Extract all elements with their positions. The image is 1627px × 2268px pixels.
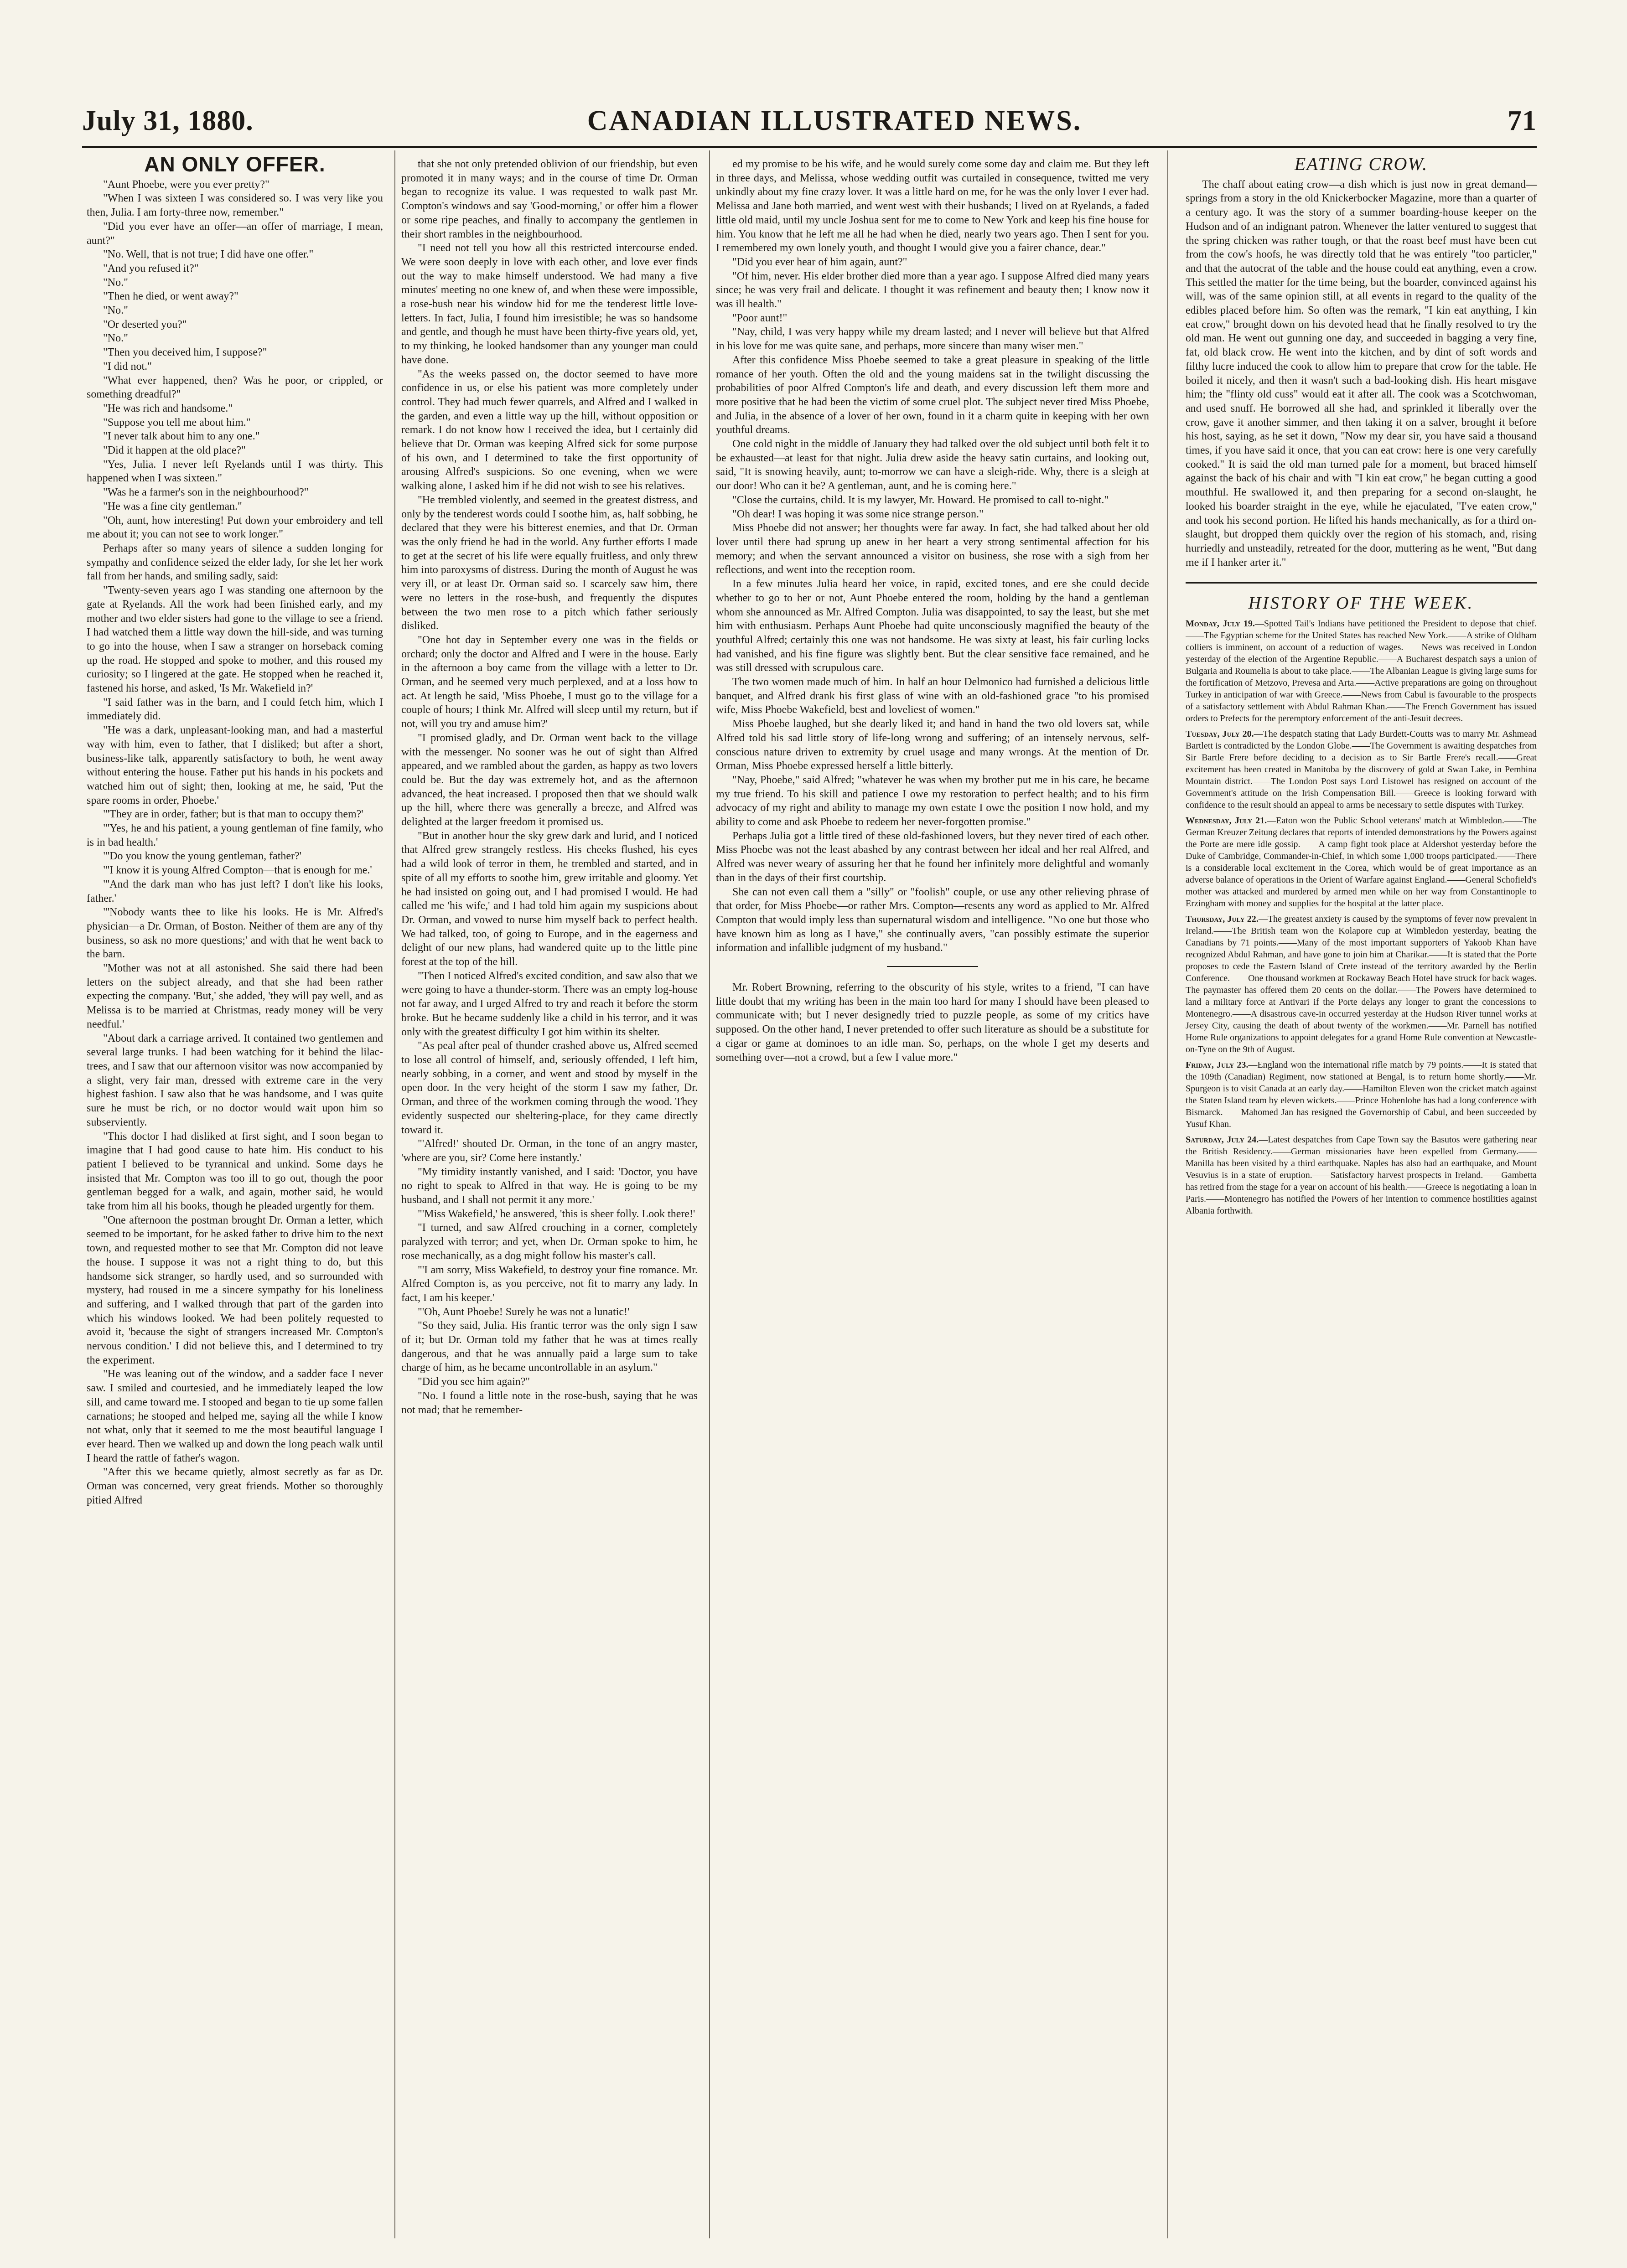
story-paragraph: "I turned, and saw Alfred crouching in a corner, completely paralyzed with terror; and yet, when Dr. Orman spoke to him, he rose mechanically, as a dog might follow his master's call. [401, 1222, 698, 1262]
story-paragraph: "After this we became quietly, almost secretly as far as Dr. Orman was concerned, very great friends. Mother so thoroughly pitied Alfred [87, 1466, 383, 1506]
section-divider [887, 966, 978, 967]
story-paragraph: "'I am sorry, Miss Wakefield, to destroy your fine romance. Mr. Alfred Compton is, as you perceive, not fit to marry any lady. In fact, I am his keeper.' [401, 1264, 698, 1304]
story-paragraph: "Yes, Julia. I never left Ryelands until I was thirty. This happened when I was sixteen." [87, 458, 383, 485]
story-paragraph: "My timidity instantly vanished, and I said: 'Doctor, you have no right to speak to Alfred in that way. He is going to be my husband, and I shall not permit it any more.' [401, 1166, 698, 1206]
column-3 [716, 157, 1149, 2236]
story-paragraph: "Oh, aunt, how interesting! Put down your embroidery and tell me about it; you can not see to work longer." [87, 514, 383, 541]
story-paragraph: "I never talk about him to any one." [103, 430, 260, 443]
story-paragraph: "So they said, Julia. His frantic terror was the only sign I saw of it; but Dr. Orman told my father that he was at times really dangerous, and that he was annually paid a large sum to take charge of him, as he became uncontrollable in an asylum." [401, 1320, 698, 1374]
story-paragraph: After this confidence Miss Phoebe seemed to take a great pleasure in speaking of the little romance of her youth. Often the old and the young maidens sat in the twilight discussing the probabilities of poor Alfred Compton's life and death, and every discussion left them more and more positive that he had been the victim of some cruel plot. The subject never tired Miss Phoebe, and Julia, in the absence of a lover of her own, found in it a charm quite in keeping with her own youthful dreams. [716, 354, 1149, 436]
column-2 [401, 157, 698, 2236]
story-paragraph: "He was rich and handsome." [103, 402, 233, 414]
history-entry-day: Wednesday, July 21. [1186, 816, 1267, 826]
story-paragraph: "Then I noticed Alfred's excited condition, and saw also that we were going to have a thunder-storm. There was an empty log-house not far away, and I urged Alfred to try and reach it before the storm broke. But he became suddenly like a child in his terror, and it was only with the greatest difficulty I got him within its shelter. [401, 970, 698, 1038]
story-paragraph: "As peal after peal of thunder crashed above us, Alfred seemed to lose all control of himself, and, seriously offended, I left him, nearly sobbing, in a corner, and went and stood by myself in the open door. In the very height of the storm I saw my father, Dr. Orman, and three of the workmen coming through the wood. They evidently suspected our sheltering-place, for they came directly toward it. [401, 1040, 698, 1136]
eating-crow-title: EATING CROW. [1294, 157, 1428, 174]
story-paragraph: that she not only pretended oblivion of our friendship, but even promoted it in many ways; and in the course of time Dr. Orman began to recognize its value. I was requested to walk past Mr. Compton's windows and say 'Good-morning,' or offer him a flower or some ripe peaches, and finally to accompany the gentlemen in their short rambles in the neighbourhood. [401, 158, 698, 240]
story-paragraph: "Close the curtains, child. It is my lawyer, Mr. Howard. He promised to call to-night." [732, 494, 1109, 506]
history-entry-text: —The despatch stating that Lady Burdett-Coutts was to marry Mr. Ashmead Bartlett is contradicted by the London Globe.——The Government is awaiting despatches from Sir Bartle Frere before deciding to a decision as to Sir Bartle Frere's recall.——Great excitement has been created in Manitoba by the discovery of gold at Swan Lake, in Pembina Mountain district.——The London Post says Lord Listowel has resigned on account of the Government's attitude on the Irish Compensation Bill.——Greece is looking forward with confidence to the result should an appeal to arms be necessary to settle disputes with Turkey. [1186, 729, 1537, 811]
story-paragraph: "'Yes, he and his patient, a young gentleman of fine family, who is in bad health.' [87, 822, 383, 848]
history-entry [1186, 1059, 1537, 1130]
story-paragraph: "He trembled violently, and seemed in the greatest distress, and only by the tenderest words could I soothe him, as, half sobbing, he declared that they were his bitterest enemies, and that Dr. Orman was the only friend he had in the world. Any further efforts I made to get at the secret of his life were equally fruitless, and only threw him into paroxysms of distress. During the month of August he was very ill, or at least Dr. Orman said so. I scarcely saw him, there were no letters in the rose-bush, and frequently the disputes between the two men rose to a pitch which father seriously disliked. [401, 494, 698, 632]
history-entry [1186, 618, 1537, 724]
history-entry-day: Tuesday, July 20. [1186, 729, 1254, 739]
story-paragraph: "Twenty-seven years ago I was standing one afternoon by the gate at Ryelands. All the work had been finished early, and my mother and two elder sisters had gone to the village to see a friend. I had watched them a little way down the hill-side, and was turning to go into the house, when I saw a stranger on horseback coming up the road. He stopped and spoke to mother, and this roused my curiosity; so I lingered at the gate. He stopped when he reached it, fastened his horse, and asked, 'Is Mr. Wakefield in?' [87, 584, 383, 695]
history-entries [1186, 618, 1537, 1217]
story-paragraph: "'They are in order, father; but is that man to occupy them?' [103, 808, 363, 821]
story-paragraph: "No." [103, 332, 128, 345]
story-paragraph: "Poor aunt!" [732, 312, 788, 324]
history-entry [1186, 728, 1537, 811]
story-paragraph: "He was leaning out of the window, and a sadder face I never saw. I smiled and courtesied, and he immediately leaped the low sill, and came toward me. I stooped and began to tie up some fallen carnations; he stooped and helped me, saying all the while I know not what, only that it seemed to me the most beautiful language I ever heard. Then we walked up and down the long peach walk until I heard the rattle of father's wagon. [87, 1368, 383, 1464]
history-entry [1186, 815, 1537, 909]
history-entry-day: Monday, July 19. [1186, 619, 1255, 629]
story-paragraph: "Of him, never. His elder brother died more than a year ago. I suppose Alfred died many years since; he was very frail and delicate. I thought it was refinement and beauty then; I know now it was ill health." [716, 270, 1149, 310]
story-paragraph: "He was a dark, unpleasant-looking man, and had a masterful way with him, even to father, that I disliked; but after a short, business-like talk, apparently satisfactory to both, he went away without entering the house. Father put his hands in his pockets and watched him out of sight; then, looking at me, he said, 'Put the spare rooms in order, Phoebe.' [87, 724, 383, 806]
story-paragraph: "As the weeks passed on, the doctor seemed to have more confidence in us, or else his patient was more completely under control. They had much fewer quarrels, and Alfred and I walked in the garden, and even a little way up the hill, without opposition or remark. I do not know how I received the idea, but I certainly did believe that Dr. Orman was keeping Alfred sick for some purpose of his own, and I determined to take the first opportunity of arousing Alfred's suspicions. So one evening, when we were walking alone, I asked him if he did not wish to see his relatives. [401, 368, 698, 492]
story-paragraph: "What ever happened, then? Was he poor, or crippled, or something dreadful?" [87, 374, 383, 401]
story-paragraph: In a few minutes Julia heard her voice, in rapid, excited tones, and ere she could decide whether to go to her or not, Aunt Phoebe entered the room, holding by the hand a gentleman whom she announced as Mr. Alfred Compton. Julia was disappointed, to say the least, but she met him with enthusiasm. Perhaps Aunt Phoebe had quite unconsciously magnified the beauty of the youthful Alfred; certainly this one was not handsome. He was sixty at least, his fair curling locks had vanished, and his fine figure was slightly bent. But the clear sensitive face remained, and he was still dressed with scrupulous care. [716, 578, 1149, 674]
page-header [82, 105, 1537, 146]
story-paragraph: "Oh dear! I was hoping it was some nice strange person." [732, 508, 984, 520]
story-paragraph: "Did you ever have an offer—an offer of marriage, I mean, aunt?" [87, 220, 383, 247]
story-paragraph: "And you refused it?" [103, 262, 199, 274]
history-entry [1186, 913, 1537, 1055]
story-paragraph: "'Miss Wakefield,' he answered, 'this is sheer folly. Look there!' [418, 1208, 695, 1220]
history-entry [1186, 1134, 1537, 1217]
story-paragraph: "Mother was not at all astonished. She said there had been letters on the subject already, and that she had been rather expecting the company. 'But,' she added, 'they will pay well, and as Melissa is to be married at Christmas, ready money will be very needful.' [87, 962, 383, 1030]
column-rule [1167, 150, 1168, 2238]
story-paragraph: "No." [103, 276, 128, 289]
story-paragraph: "I said father was in the barn, and I could fetch him, which I immediately did. [87, 696, 383, 723]
page-number: 71 [1508, 105, 1537, 136]
history-entry-day: Saturday, July 24. [1186, 1135, 1259, 1145]
story-paragraph: "Then you deceived him, I suppose?" [103, 346, 267, 359]
story-paragraph: "Then he died, or went away?" [103, 290, 238, 303]
story-title: AN ONLY OFFER. [144, 157, 326, 176]
story-paragraph: Miss Phoebe did not answer; her thoughts were far away. In fact, she had talked about her old lover until there had sprung up anew in her heart a very strong sentimental affection for his memory; and when the servant announced a visitor on business, she rose with a sigh from her reflections, and went into the reception room. [716, 522, 1149, 576]
story-body-col1 [87, 178, 383, 1508]
story-paragraph: "He was a fine city gentleman." [103, 500, 242, 512]
header-rule [82, 146, 1537, 148]
issue-date: July 31, 1880. [82, 105, 254, 136]
history-entry-text: —Latest despatches from Cape Town say the Basutos were gathering near the British Residency.——German missionaries have been expelled from Germany.——Manilla has been visited by a third earthquake. Naples has also had an earthquake, and Mount Vesuvius is in a state of eruption.——Satisfactory harvest prospects in Ireland.——Gambetta has retired from the stage for a year on account of his health.——Greece is negotiating a loan in Paris.——Montenegro has notified the Powers of her intention to commence hostilities against Albania forthwith. [1186, 1135, 1537, 1216]
section-divider [1186, 582, 1537, 584]
story-paragraph: "I need not tell you how all this restricted intercourse ended. We were soon deeply in love with each other, and love ever finds out the way to make himself understood. We had many a five minutes' meeting no one knew of, and when these were impossible, a rose-bush near his window hid for me the tenderest little love-letters. In fact, Julia, I found him irresistible; he was so handsome and gentle, and though he must have been thirty-five years old, yet, to my thinking, he looked handsomer than any younger man could have done. [401, 242, 698, 366]
story-paragraph: "Did you ever hear of him again, aunt?" [732, 256, 907, 268]
story-body-col2 [401, 157, 698, 1417]
story-paragraph: "No. Well, that is not true; I did have one offer." [103, 248, 314, 261]
story-paragraph: One cold night in the middle of January they had talked over the old subject until both felt it to be exhausted—at least for that night. Julia drew aside the heavy satin curtains, and looking out, said, "It is snowing heavily, aunt; to-morrow we can have a sleigh-ride. Why, there is a sleigh at our door! Who can it be? A gentleman, aunt, and he is coming here." [716, 438, 1149, 492]
story-paragraph: "Was he a farmer's son in the neighbourhood?" [103, 486, 309, 499]
eating-crow-body [1186, 178, 1537, 570]
story-paragraph: "One hot day in September every one was in the fields or orchard; only the doctor and Alfred and I were in the house. Early in the afternoon a boy came from the village with a letter to Dr. Orman, and he seemed very much perplexed, and at a loss how to act. At length he said, 'Miss Phoebe, I must go to the village for a couple of hours; I think Mr. Alfred will sleep until my return, but if not, will you try and amuse him?' [401, 634, 698, 730]
column-4 [1186, 157, 1537, 2236]
history-title: HISTORY OF THE WEEK. [1248, 594, 1474, 613]
story-paragraph: Perhaps Julia got a little tired of these old-fashioned lovers, but they never tired of each other. Miss Phoebe was not the least abashed by any contrast between her ideal and her real Alfred, and Alfred was never weary of assuring her that he found her infinitely more delightful and womanly than in the days of their first courtship. [716, 830, 1149, 884]
column-1 [87, 157, 383, 2236]
history-entry-day: Thursday, July 22. [1186, 914, 1259, 925]
history-entry-text: —Eaton won the Public School veterans' match at Wimbledon.——The German Kreuzer Zeitung declares that reports of intended demonstrations by the Powers against the Porte are mere idle gossip.——A camp fight took place at Aldershot yesterday before the Duke of Cambridge, Commander-in-Chief, in which some 1,000 troops participated.——There is a considerable local excitement in the Corea, which would be of great importance as an adverse balance of operations in the Orient of Warfare against England.——General Schofield's mother was attacked and murdered by armed men while on her way from Constantinople to Erzingham with money and supplies for the hospital at the latter place. [1186, 816, 1537, 909]
story-paragraph: Perhaps after so many years of silence a sudden longing for sympathy and confidence seized the elder lady, for she let her work fall from her hands, and smiling sadly, said: [87, 542, 383, 583]
history-entry-text: —England won the international rifle match by 79 points.——It is stated that the 109th (Canadian) Regiment, now stationed at Bengal, is to return home shortly.——Mr. Spurgeon is to visit Canada at an early day.——Hamilton Eleven won the cricket match against the Staten Island team by eleven wickets.——Prince Hohenlohe has had a long conference with Bismarck.——Mahomed Jan has resigned the Governorship of Cabul, and been succeeded by Yusuf Khan. [1186, 1060, 1537, 1130]
story-paragraph: "Nay, Phoebe," said Alfred; "whatever he was when my brother put me in his care, he became my true friend. To his skill and patience I owe my restoration to perfect health; and to his firm advocacy of my right and ability to manage my own estate I owe the position I now hold, and my ability to come and ask Phoebe to redeem her never-forgotten promise." [716, 774, 1149, 828]
story-paragraph: Miss Phoebe laughed, but she dearly liked it; and hand in hand the two old lovers sat, while Alfred told his sad little story of life-long wrong and suffering; of an intensely nervous, self-conscious nature driven to extremity by cruel usage and many wrongs. At the mention of Dr. Orman, Miss Phoebe expressed herself a little bitterly. [716, 718, 1149, 772]
story-paragraph: "'I know it is young Alfred Compton—that is enough for me.' [103, 864, 372, 877]
story-paragraph: "Did it happen at the old place?" [103, 444, 246, 457]
story-paragraph: "But in another hour the sky grew dark and lurid, and I noticed that Alfred grew strangely restless. His cheeks flushed, his eyes had a wild look of terror in them, he trembled and started, and in spite of all my efforts to soothe him, grew irritable and gloomy. Yet he had insisted on going out, and I had promised I would. He had called me 'his wife,' and I had told him again my suspicions about Dr. Orman, and vowed to nurse him myself back to perfect health. We had talked, too, of going to Europe, and in the eagerness and delight of our new plans, had wandered quite up to the little pine forest at the top of the hill. [401, 830, 698, 968]
history-entry-text: —The greatest anxiety is caused by the symptoms of fever now prevalent in Ireland.——The British team won the Kolapore cup at Wimbledon yesterday, beating the Canadians by 71 points.——Many of the most important supporters of Yakoob Khan have recognized Abdul Rahman, and have gone to join him at Charikar.——It is stated that the Porte proposes to cede the Eastern Island of Crete instead of the territory awarded by the Berlin Conference.——One thousand workmen at Rockaway Beach Hotel have struck for back wages. The paymaster has offered them 20 cents on the dollar.——The Powers have determined to land a military force at Antivari if the Porte delays any longer to grant the concessions to Montenegro.——A disastrous cave-in occurred yesterday at the Hudson River tunnel works at Jersey City, causing the death of about twenty of the workmen.——Mr. Parnell has notified Home Rule organizations to appoint delegates for a grand Home Rule convention at Newcastle-on-Tyne on the 9th of August. [1186, 914, 1537, 1055]
story-paragraph: The two women made much of him. In half an hour Delmonico had furnished a delicious little banquet, and Alfred drank his first glass of wine with an old-fashioned grace "to his promised wife, Miss Phoebe Wakefield, best and loveliest of women." [716, 676, 1149, 716]
story-paragraph: "Nay, child, I was very happy while my dream lasted; and I never will believe but that Alfred in his love for me was quite sane, and perhaps, more sincere than many wiser men." [716, 326, 1149, 352]
story-paragraph: "Or deserted you?" [103, 318, 187, 331]
story-paragraph: "One afternoon the postman brought Dr. Orman a letter, which seemed to be important, for he asked father to drive him to the next town, and requested mother to see that Mr. Compton did not leave the house. I suppose it was not a right thing to do, but this handsome sick stranger, so hardly used, and so surrounded with mystery, had roused in me a sincere sympathy for his loneliness and suffering, and I walked through that part of the garden into which his windows looked. We had been politely requested to avoid it, 'because the sight of strangers increased Mr. Compton's nervous condition.' I did not believe this, and I determined to try the experiment. [87, 1214, 383, 1366]
story-paragraph: "Aunt Phoebe, were you ever pretty?" [103, 178, 269, 191]
story-paragraph: "When I was sixteen I was considered so. I was very like you then, Julia. I am forty-three now, remember." [87, 192, 383, 219]
story-paragraph: "'And the dark man who has just left? I don't like his looks, father.' [87, 878, 383, 904]
column-rule [394, 150, 395, 2238]
browning-paragraph: Mr. Robert Browning, referring to the obscurity of his style, writes to a friend, "I can have little doubt that my writing has been in the main too hard for many I should have been pleased to communicate with; but I never designedly tried to puzzle people, as some of my critics have supposed. On the other hand, I never pretended to offer such literature as should be a substitute for a cigar or game at dominoes to an idle man. So, perhaps, on the whole I get my deserts and something over—not a crowd, but a few I value more." [716, 982, 1149, 1064]
story-paragraph: "'Nobody wants thee to like his looks. He is Mr. Alfred's physician—a Dr. Orman, of Boston. Neither of them are any of thy business, so ask no more questions;' and with that he went back to the barn. [87, 906, 383, 961]
masthead-title: CANADIAN ILLUSTRATED NEWS. [587, 105, 1082, 136]
story-paragraph: "About dark a carriage arrived. It contained two gentlemen and several large trunks. I had been watching for it behind the lilac-trees, and I saw that our afternoon visitor was now accompanied by a slight, very fair man, dressed with extreme care in the very highest fashion. I saw also that he was handsome, and I was quite sure he must be rich, or no doctor would wait upon him so subserviently. [87, 1032, 383, 1128]
story-paragraph: "This doctor I had disliked at first sight, and I soon began to imagine that I had good cause to hate him. His conduct to his patient I believed to be tyrannical and unkind. Some days he insisted that Mr. Compton was too ill to go out, though the poor gentleman begged for a walk, and again, mother said, he would take from him all his books, though he pleaded urgently for them. [87, 1130, 383, 1213]
story-paragraph: "'Alfred!' shouted Dr. Orman, in the tone of an angry master, 'where are you, sir? Come here instantly.' [401, 1138, 698, 1164]
history-entry-text: —Spotted Tail's Indians have petitioned the President to depose that chief.——The Egyptian scheme for the United States has reached New York.——A strike of Oldham colliers is imminent, on account of a reduction of wages.——News was received in London yesterday of the election of the Argentine Republic.——A Bucharest despatch says a union of Bulgaria and Roumelia is about to take place.——The Albanian League is giving large sums for the fortification of Metzovo, Prevesa and Arta.——Active preparations are going on throughout Turkey in anticipation of war with Greece.——News from Cabul is favourable to the prospects of a satisfactory settlement with Abdul Rahman Khan.——The French Government has issued orders to Prefects for the peremptory enforcement of the anti-Jesuit decrees. [1186, 619, 1537, 724]
column-rule [709, 150, 710, 2238]
story-paragraph: "No. I found a little note in the rose-bush, saying that he was not mad; that he remember- [401, 1390, 698, 1416]
story-paragraph: "Did you see him again?" [418, 1376, 530, 1388]
history-entry-day: Friday, July 23. [1186, 1060, 1249, 1070]
story-paragraph: "Suppose you tell me about him." [103, 416, 251, 429]
story-paragraph: "'Do you know the young gentleman, father?' [103, 850, 301, 863]
story-paragraph: ed my promise to be his wife, and he would surely come some day and claim me. But they left in three days, and Melissa, whose wedding outfit was curtailed in consequence, twitted me very unkindly about my fine crazy lover. It was a little hard on me, for he was the only lover I ever had. Melissa and Jane both married, and went west with their husbands; I lived on at Ryelands, a faded little old maid, until my uncle Joshua sent for me to come to New York and keep his fine house for him. You know that he left me all he had when he died, nearly two years ago. Then I sent for you. I remembered my own lonely youth, and thought I would give you a fairer chance, dear." [716, 158, 1149, 254]
story-body-col3 [716, 157, 1149, 955]
story-paragraph: "I promised gladly, and Dr. Orman went back to the village with the messenger. No sooner was he out of sight than Alfred appeared, and we rambled about the garden, as happy as two lovers could be. But the day was extremely hot, and as the afternoon advanced, the heat increased. I proposed then that we should walk up the hill, where there was generally a breeze, and Alfred was delighted at the larger freedom it promised us. [401, 732, 698, 828]
story-paragraph: She can not even call them a "silly" or "foolish" couple, or use any other relieving phrase of that order, for Miss Phoebe—or rather Mrs. Compton—resents any word as applied to Mr. Alfred Compton that would imply less than supernatural wisdom and intelligence. "No one but those who have known him as long as I have," she continually avers, "can possibly estimate the superior information and infallible judgment of my husband." [716, 886, 1149, 954]
story-paragraph: "I did not." [103, 360, 152, 372]
eating-crow-paragraph: The chaff about eating crow—a dish which is just now in great demand—springs from a story in the old Knickerbocker Magazine, more than a quarter of a century ago. It was the story of a summer boarding-house keeper on the Hudson and of an indignant patron. Whenever the latter ventured to suggest that the spring chicken was rather tough, or that the roast beef must have been cut from the cow's hoofs, he was directly told that he was entirely "too particler," and that the autocrat of the table and the house could eat anything, even a crow. This settled the matter for the time being, but the boarder, convinced against his will, was of the same opinion still, at all events in regard to the quality of the edibles placed before him. So often was the remark, "I kin eat anything, I kin eat crow," brought down on his devoted head that he finally resolved to try the old man. He went out gunning one day, and succeeded in bagging a very fine, fat, old black crow. He went into the kitchen, and by dint of soft words and filthy lucre induced the cook to allow him to prepare that crow for the table. He boiled it nicely, and then it wasn't such a bad-looking dish. His heart misgave him; the "flinty old cuss" would eat it after all. The cook was a Scotchwoman, and used snuff. He borrowed all she had, and sprinkled it liberally over the crow, gave it another simmer, and then taking it on a salver, brought it before his host, saying, as he set it down, "Now my dear sir, you have said a thousand times, if you have said it once, that you can eat crow: here is one very carefully cooked." It is said the old man turned pale for a moment, but braced himself against the back of his chair and with "I kin eat crow," he began cutting a good mouthful. He swallowed it, and then preparing for a second on-slaught, he looked his boarder straight in the eye, while he ejaculated, "I've eaten crow," and took his second portion. He lifted his hands mechanically, as for a third on-slaught, but dropped them quickly over the region of his stomach, and, rising hurriedly and unsteadily, retreated for the door, muttering as he went, "But dang me if I hanker arter it." [1186, 178, 1537, 568]
story-paragraph: "No." [103, 305, 128, 317]
story-paragraph: "'Oh, Aunt Phoebe! Surely he was not a lunatic!' [418, 1306, 630, 1318]
